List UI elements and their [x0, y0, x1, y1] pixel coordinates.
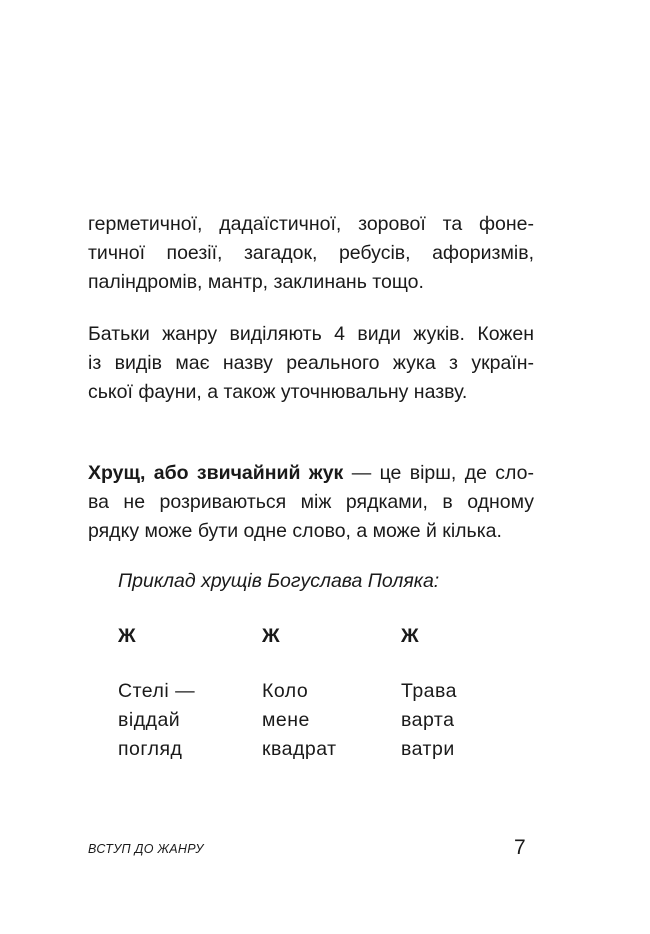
- poem-heading: Ж: [262, 625, 280, 647]
- verse-line: віддай: [118, 709, 181, 731]
- verse-line: ватри: [401, 738, 455, 760]
- text-line: тичної поезії, загадок, ребусів, афоризмів,: [88, 242, 534, 264]
- verse-line: погляд: [118, 738, 183, 760]
- definition-start: — це вірш, де сло-: [343, 462, 534, 484]
- text-line: [88, 459, 534, 488]
- verse-line: варта: [401, 709, 455, 731]
- paragraph-khrushch-definition: [88, 459, 534, 546]
- verse-line: квадрат: [262, 738, 337, 760]
- paragraph-beetle-kinds: [88, 320, 534, 407]
- page-number: 7: [514, 836, 526, 859]
- verse-line: мене: [262, 709, 310, 731]
- text-line: паліндромів, мантр, заклинань тощо.: [88, 271, 424, 293]
- example-poem-2: [262, 622, 337, 764]
- text-line: із видів має назву реального жука з україн-: [88, 352, 534, 374]
- text-line: герметичної, дадаїстичної, зорової та фоне-: [88, 213, 534, 235]
- verse-line: Коло: [262, 680, 309, 702]
- verse-line: Стелі —: [118, 680, 196, 702]
- running-footer-title: ВСТУП ДО ЖАНРУ: [88, 842, 204, 856]
- term-khrushch: Хрущ, або звичайний жук: [88, 462, 344, 484]
- poem-verse: [118, 677, 195, 764]
- text-line: ва не розриваються між рядками, в одному: [88, 491, 534, 513]
- text-line: Батьки жанру виділяють 4 види жуків. Кожен: [88, 323, 534, 345]
- poem-verse: [401, 677, 457, 764]
- text-line: ської фауни, а також уточнювальну назву.: [88, 381, 468, 403]
- verse-line: Трава: [401, 680, 457, 702]
- paragraph-poetry-types: [88, 210, 534, 297]
- example-poem-1: [118, 622, 195, 764]
- example-poem-3: [401, 622, 457, 764]
- example-title: Приклад хрущів Богуслава Поляка:: [118, 570, 440, 592]
- poem-verse: [262, 677, 337, 764]
- poem-heading: Ж: [118, 625, 136, 647]
- poem-heading: Ж: [401, 625, 419, 647]
- text-line: рядку може бути одне слово, а може й кілька.: [88, 520, 502, 542]
